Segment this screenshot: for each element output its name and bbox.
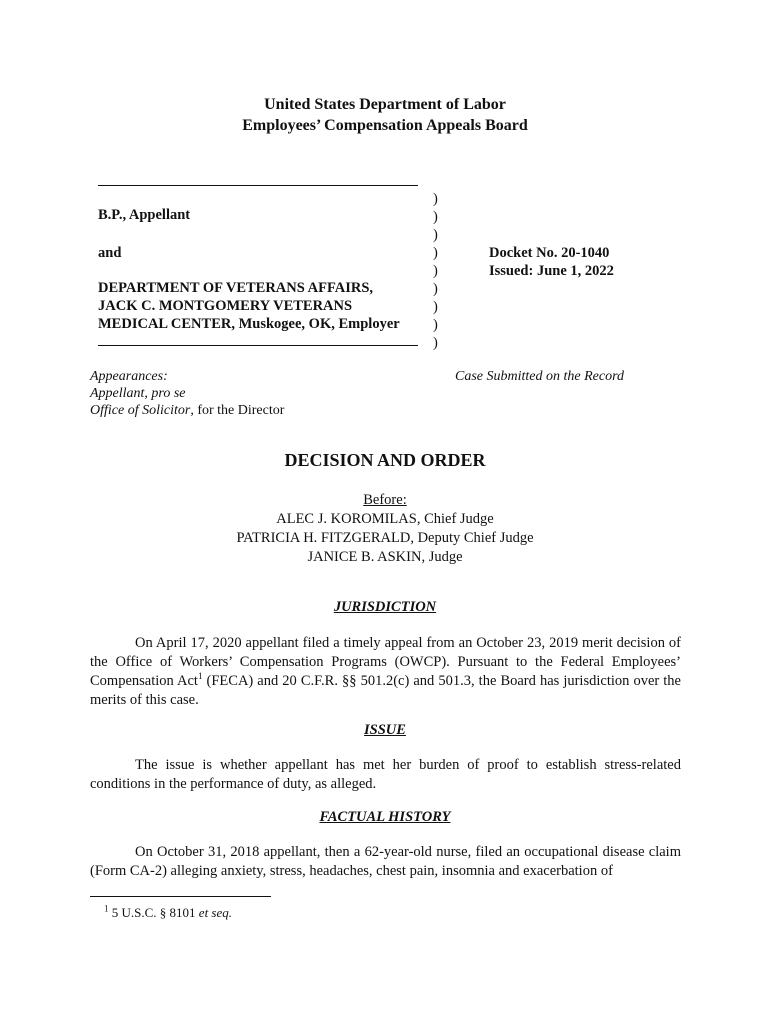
judge-name: PATRICIA H. FITZGERALD, Deputy Chief Judge bbox=[236, 530, 534, 546]
issue-text: The issue is whether appellant has met her burden of proof to establish stress-related conditions in the performance of duty, as alleged. bbox=[90, 757, 681, 792]
judges-panel bbox=[0, 491, 770, 567]
paren: ) bbox=[433, 191, 438, 207]
employer-line: MEDICAL CENTER, Muskogee, OK, Employer bbox=[98, 316, 400, 332]
caption-rule-top bbox=[98, 185, 418, 186]
docket-number: Docket No. 20-1040 bbox=[489, 245, 610, 261]
footnote-text: 5 U.S.C. § 8101 bbox=[108, 905, 199, 920]
judge-name: JANICE B. ASKIN, Judge bbox=[307, 549, 463, 565]
employer-block bbox=[98, 279, 400, 333]
before-label: Before: bbox=[363, 492, 407, 508]
jurisdiction-paragraph bbox=[90, 634, 681, 710]
paren: ) bbox=[433, 281, 438, 297]
footnote bbox=[104, 905, 232, 921]
solicitor-appearance bbox=[90, 402, 284, 419]
paren: ) bbox=[433, 227, 438, 243]
solicitor-role: , for the Director bbox=[190, 403, 285, 418]
jurisdiction-text-a: On April 17, 2020 appellant filed a timely appeal from an October 23, 2019 merit decision of the Office of Workers’ Compensation Programs (OWCP). Pursuant to the Federal Employees’ Compensation Act bbox=[90, 635, 681, 689]
paren: ) bbox=[433, 245, 438, 261]
issue-paragraph bbox=[90, 756, 681, 794]
appellant-name: B.P., Appellant bbox=[98, 207, 191, 223]
appearances-block bbox=[90, 368, 284, 419]
footnote-italic: et seq. bbox=[198, 905, 233, 920]
employer-line: DEPARTMENT OF VETERANS AFFAIRS, bbox=[98, 280, 374, 296]
paren: ) bbox=[433, 263, 438, 279]
judge-name: ALEC J. KOROMILAS, Chief Judge bbox=[276, 511, 494, 527]
jurisdiction-heading: JURISDICTION bbox=[333, 599, 437, 615]
paren: ) bbox=[433, 335, 438, 351]
issued-date: Issued: June 1, 2022 bbox=[489, 263, 614, 279]
paren: ) bbox=[433, 317, 438, 333]
caption-parentheses bbox=[433, 190, 438, 352]
paren: ) bbox=[433, 299, 438, 315]
footnote-rule bbox=[90, 896, 271, 897]
caption-and: and bbox=[98, 245, 122, 261]
employer-line: JACK C. MONTGOMERY VETERANS bbox=[98, 298, 353, 314]
board-name: Employees’ Compensation Appeals Board bbox=[242, 117, 528, 134]
case-submitted-note: Case Submitted on the Record bbox=[455, 369, 625, 384]
factual-history-paragraph bbox=[90, 843, 681, 881]
factual-history-text: On October 31, 2018 appellant, then a 62-year-old nurse, filed an occupational disease claim (Form CA-2) alleging anxiety, stress, headaches, chest pain, insomnia and exacerbation of bbox=[90, 844, 681, 879]
solicitor-office: Office of Solicitor bbox=[90, 403, 191, 418]
appellant-appearance: Appellant, pro se bbox=[90, 386, 186, 401]
issue-heading: ISSUE bbox=[364, 722, 406, 738]
paren: ) bbox=[433, 209, 438, 225]
agency-name: United States Department of Labor bbox=[264, 96, 506, 113]
footnote-number: 1 bbox=[104, 903, 109, 914]
factual-history-heading: FACTUAL HISTORY bbox=[319, 809, 451, 825]
decision-title: DECISION AND ORDER bbox=[284, 450, 486, 470]
footnote-ref: 1 bbox=[197, 671, 203, 682]
caption-rule-bottom bbox=[98, 345, 418, 346]
jurisdiction-text-b: (FECA) and 20 C.F.R. §§ 501.2(c) and 501.3, the Board has jurisdiction over the merits of this case. bbox=[90, 673, 681, 708]
appearances-label: Appearances: bbox=[90, 369, 168, 384]
